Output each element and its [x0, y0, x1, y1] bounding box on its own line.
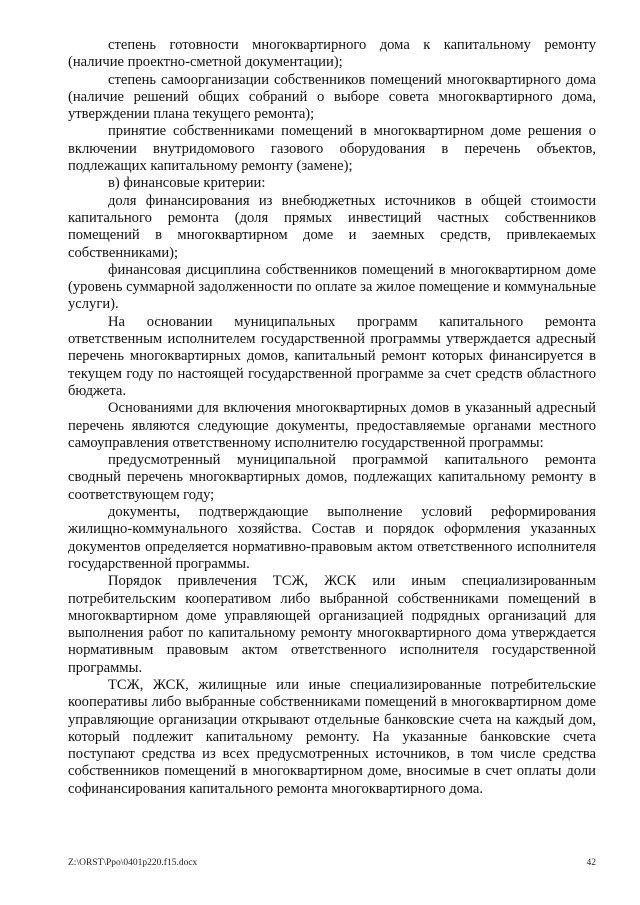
file-path: Z:\ORST\Ppo\0401p220.f15.docx [68, 858, 198, 868]
paragraph: в) финансовые критерии: [108, 175, 266, 192]
paragraph: доля финансирования из внебюджетных источников в общей стоимости капитального ремонта (доля прямых инвестиций частных собственников помещений в многоквартирном доме и заемных средств, привлекаемых собственниками); [68, 192, 596, 261]
paragraph: Основаниями для включения многоквартирных домов в указанный адресный перечень являются следующие документы, предоставляемые органами местного самоуправления ответственному исполнителю государственной программы: [68, 400, 596, 451]
paragraph: документы, подтверждающие выполнение условий реформирования жилищно-коммунального хозяйства. Состав и порядок оформления указанных документов определяется нормативно-правовым актом ответственного исполнителя государственной программы. [68, 504, 596, 572]
paragraph: Порядок привлечения ТСЖ, ЖСК или иным специализированным потребительским кооперативом либо выбранной собственниками помещений в многоквартирном доме управляющей организацией подрядных организаций для выполнения работ по капитальному ремонту многоквартирного дома утверждается нормативным правовым актом ответственного исполнителя государственной программы. [68, 573, 596, 676]
page-number: 42 [586, 858, 596, 868]
paragraph: На основании муниципальных программ капитального ремонта ответственным исполнителем государственной программы утверждается адресный перечень многоквартирных домов, капитальный ремонт которых финансируется в текущем году по настоящей государственной программе за счет средств областного бюджета. [68, 313, 596, 399]
paragraph: степень самоорганизации собственников помещений многоквартирного дома (наличие решений общих собраний о выборе совета многоквартирного дома, утверждении плана текущего ремонта); [68, 71, 596, 123]
paragraph: ТСЖ, ЖСК, жилищные или иные специализированные потребительские кооперативы либо выбранные собственниками помещений в многоквартирном доме управляющие организации открывают отдельные банковские счета на каждый дом, который подлежит капитальному ремонту. На указанные банковские счета поступают средства из всех предусмотренных источников, в том числе средства собственников помещений в многоквартирном доме, вносимые в счет оплаты доли софинансирования капитального ремонта многоквартирного дома. [68, 676, 596, 797]
paragraph: предусмотренный муниципальной программой капитального ремонта сводный перечень многоквартирных домов, подлежащих капитальному ремонту в соответствующем году; [68, 452, 596, 503]
paragraph: степень готовности многоквартирного дома к капитальному ремонту (наличие проектно-сметной документации); [68, 37, 596, 71]
paragraph: принятие собственниками помещений в многоквартирном доме решения о включении внутридомового газового оборудования в перечень объектов, подлежащих капитальному ремонту (замене); [68, 123, 596, 175]
document-body [68, 37, 596, 798]
paragraph: финансовая дисциплина собственников помещений в многоквартирном доме (уровень суммарной задолженности по оплате за жилое помещение и коммунальные услуги). [68, 261, 596, 313]
